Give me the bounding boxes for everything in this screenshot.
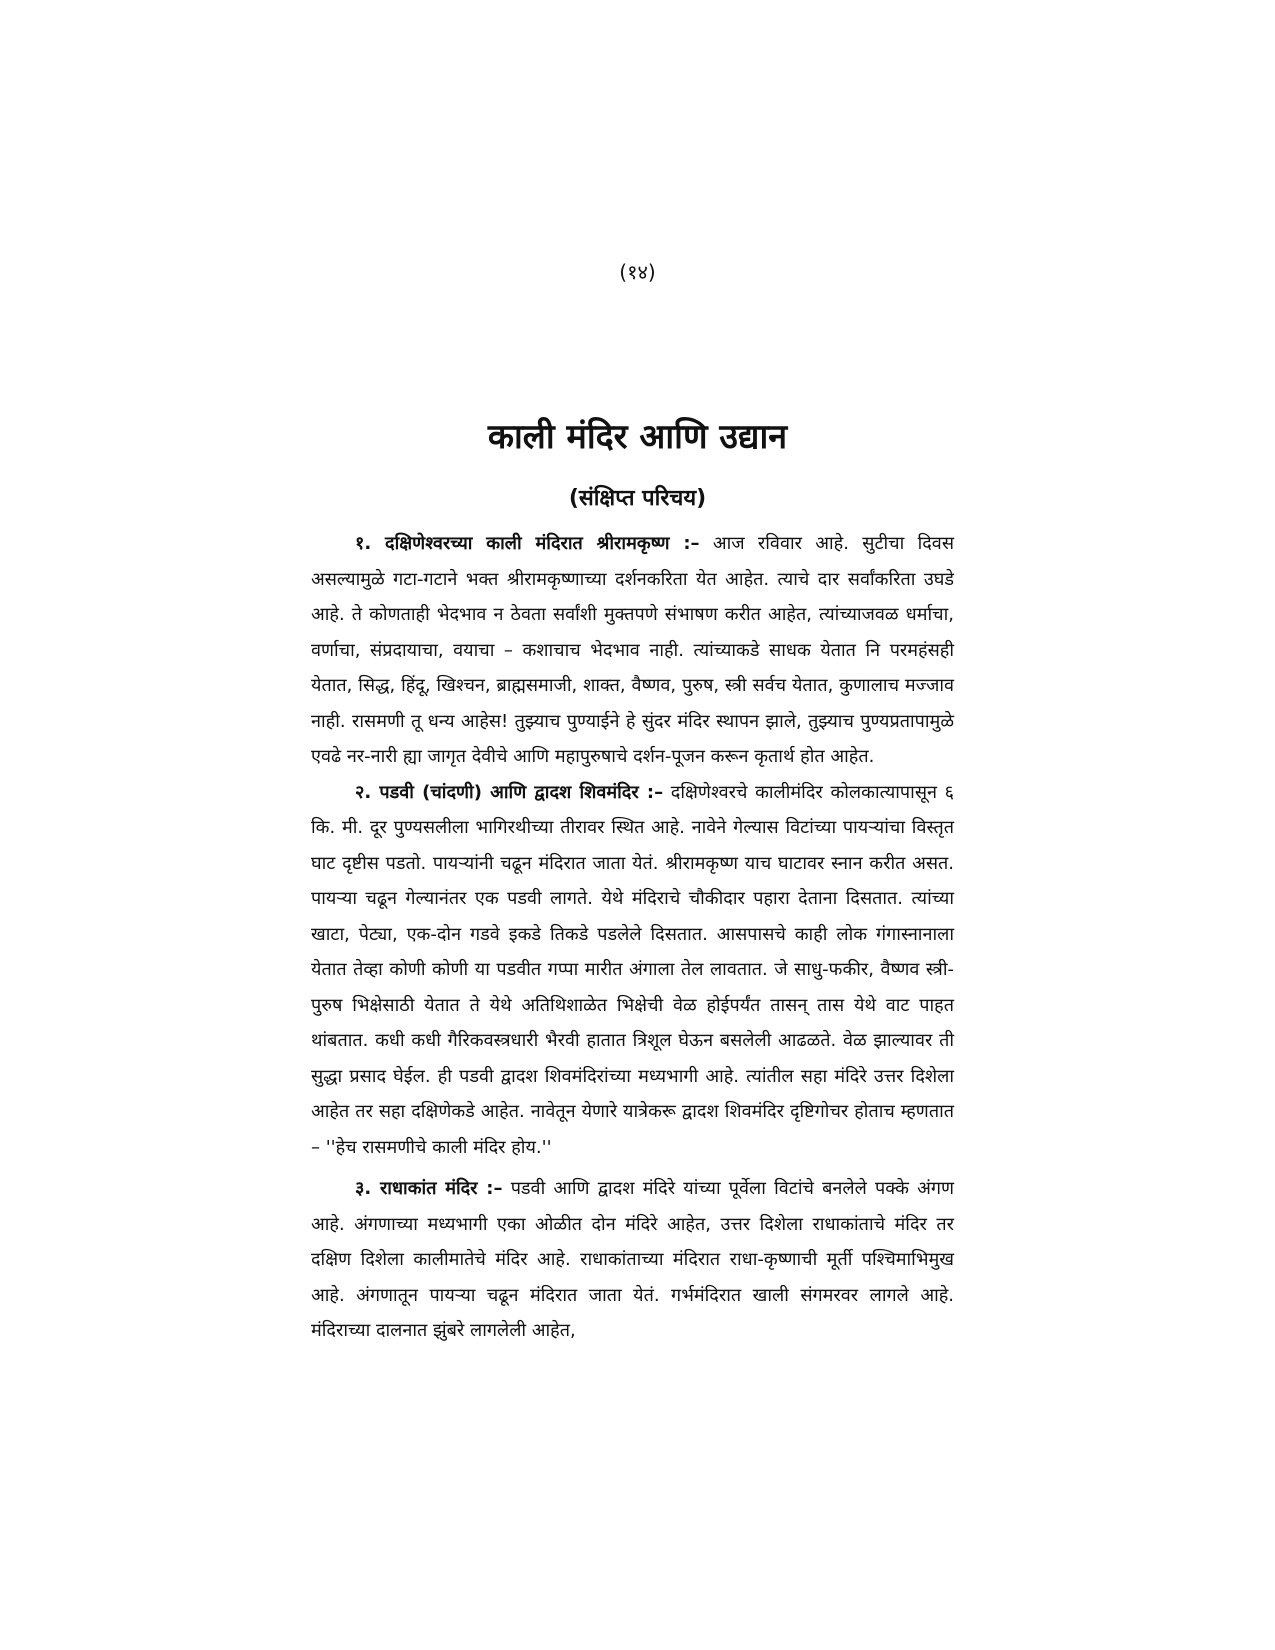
- paragraph-1: [311, 526, 954, 775]
- section-heading-3: ३. राधाकांत मंदिर :–: [355, 1178, 503, 1199]
- section-heading-1: १. दक्षिणेश्वरच्या काली मंदिरात श्रीरामकृष्ण :–: [355, 533, 700, 554]
- paragraph-2: [311, 775, 954, 1166]
- section-text-3: पडवी आणि द्वादश मंदिरे यांच्या पूर्वेला विटांचे बनलेले पक्के अंगण आहे. अंगणाच्या मध्यभागी एका ओळीत दोन मंदिरे आहेत, उत्तर दिशेला राधाकांताचे मंदिर तर दक्षिण दिशेला कालीमातेचे मंदिर आहे. राधाकांताच्या मंदिरात राधा-कृष्णाची मूर्ती पश्चिमाभिमुख आहे. अंगणातून पायऱ्या चढून मंदिरात जाता येतं. गर्भमंदिरात खाली संगमरवर लागले आहे. मंदिराच्या दालनात झुंबरे लागलेली आहेत,: [311, 1178, 954, 1341]
- chapter-subtitle: (संक्षिप्त परिचय): [568, 486, 707, 511]
- body-text: [311, 526, 954, 1349]
- section-heading-2: २. पडवी (चांदणी) आणि द्वादश शिवमंदिर :–: [355, 781, 664, 803]
- paragraph-3: [311, 1171, 954, 1349]
- section-text-2: दक्षिणेश्वरचे कालीमंदिर कोलकात्यापासून ६ कि. मी. दूर पुण्यसलीला भागिरथीच्या तीरावर स्थित आहे. नावेने गेल्यास विटांच्या पायऱ्यांचा विस्तृत घाट दृष्टीस पडतो. पायऱ्यांनी चढून मंदिरात जाता येतं. श्रीरामकृष्ण याच घाटावर स्नान करीत असत. पायऱ्या चढून गेल्यानंतर एक पडवी लागते. येथे मंदिराचे चौकीदार पहारा देताना दिसतात. त्यांच्या खाटा, पेट्या, एक-दोन गडवे इकडे तिकडे पडलेले दिसतात. आसपासचे काही लोक गंगास्नानाला येतात तेव्हा कोणी कोणी या पडवीत गप्पा मारीत अंगाला तेल लावतात. जे साधु-फकीर, वैष्णव स्त्री-पुरुष भिक्षेसाठी येतात ते येथे अतिथिशाळेत भिक्षेची वेळ होईपर्यंत तासन् तास येथे वाट पाहत थांबतात. कधी कधी गैरिकवस्त्रधारी भैरवी हातात त्रिशूल घेऊन बसलेली आढळते. वेळ झाल्यावर ती सुद्धा प्रसाद घेईल. ही पडवी द्वादश शिवमंदिरांच्या मध्यभागी आहे. त्यांतील सहा मंदिरे उत्तर दिशेला आहेत तर सहा दक्षिणेकडे आहेत. नावेतून येणारे यात्रेकरू द्वादश शिवमंदिर दृष्टिगोचर होताच म्हणतात – ''हेच रासमणीचे काली मंदिर होय.'': [311, 781, 955, 1158]
- section-text-1: आज रविवार आहे. सुटीचा दिवस असल्यामुळे गटा-गटाने भक्त श्रीरामकृष्णाच्या दर्शनकरिता येत आहेत. त्याचे दार सर्वांकरिता उघडे आहे. ते कोणताही भेदभाव न ठेवता सर्वांशी मुक्तपणे संभाषण करीत आहेत, त्यांच्याजवळ धर्माचा, वर्णाचा, संप्रदायाचा, वयाचा – कशाचाच भेदभाव नाही. त्यांच्याकडे साधक येतात नि परमहंसही येतात, सिद्ध, हिंदू, खिश्चन, ब्राह्मसमाजी, शाक्त, वैष्णव, पुरुष, स्त्री सर्वच येतात, कुणालाच मज्जाव नाही. रासमणी तू धन्य आहेस! तुझ्याच पुण्याईने हे सुंदर मंदिर स्थापन झाले, तुझ्याच पुण्यप्रतापामुळे एवढे नर-नारी ह्या जागृत देवीचे आणि महापुरुषाचे दर्शन-पूजन करून कृतार्थ होत आहेत.: [311, 533, 954, 767]
- chapter-title: काली मंदिर आणि उद्यान: [487, 417, 788, 457]
- page-number: (१४): [619, 260, 656, 284]
